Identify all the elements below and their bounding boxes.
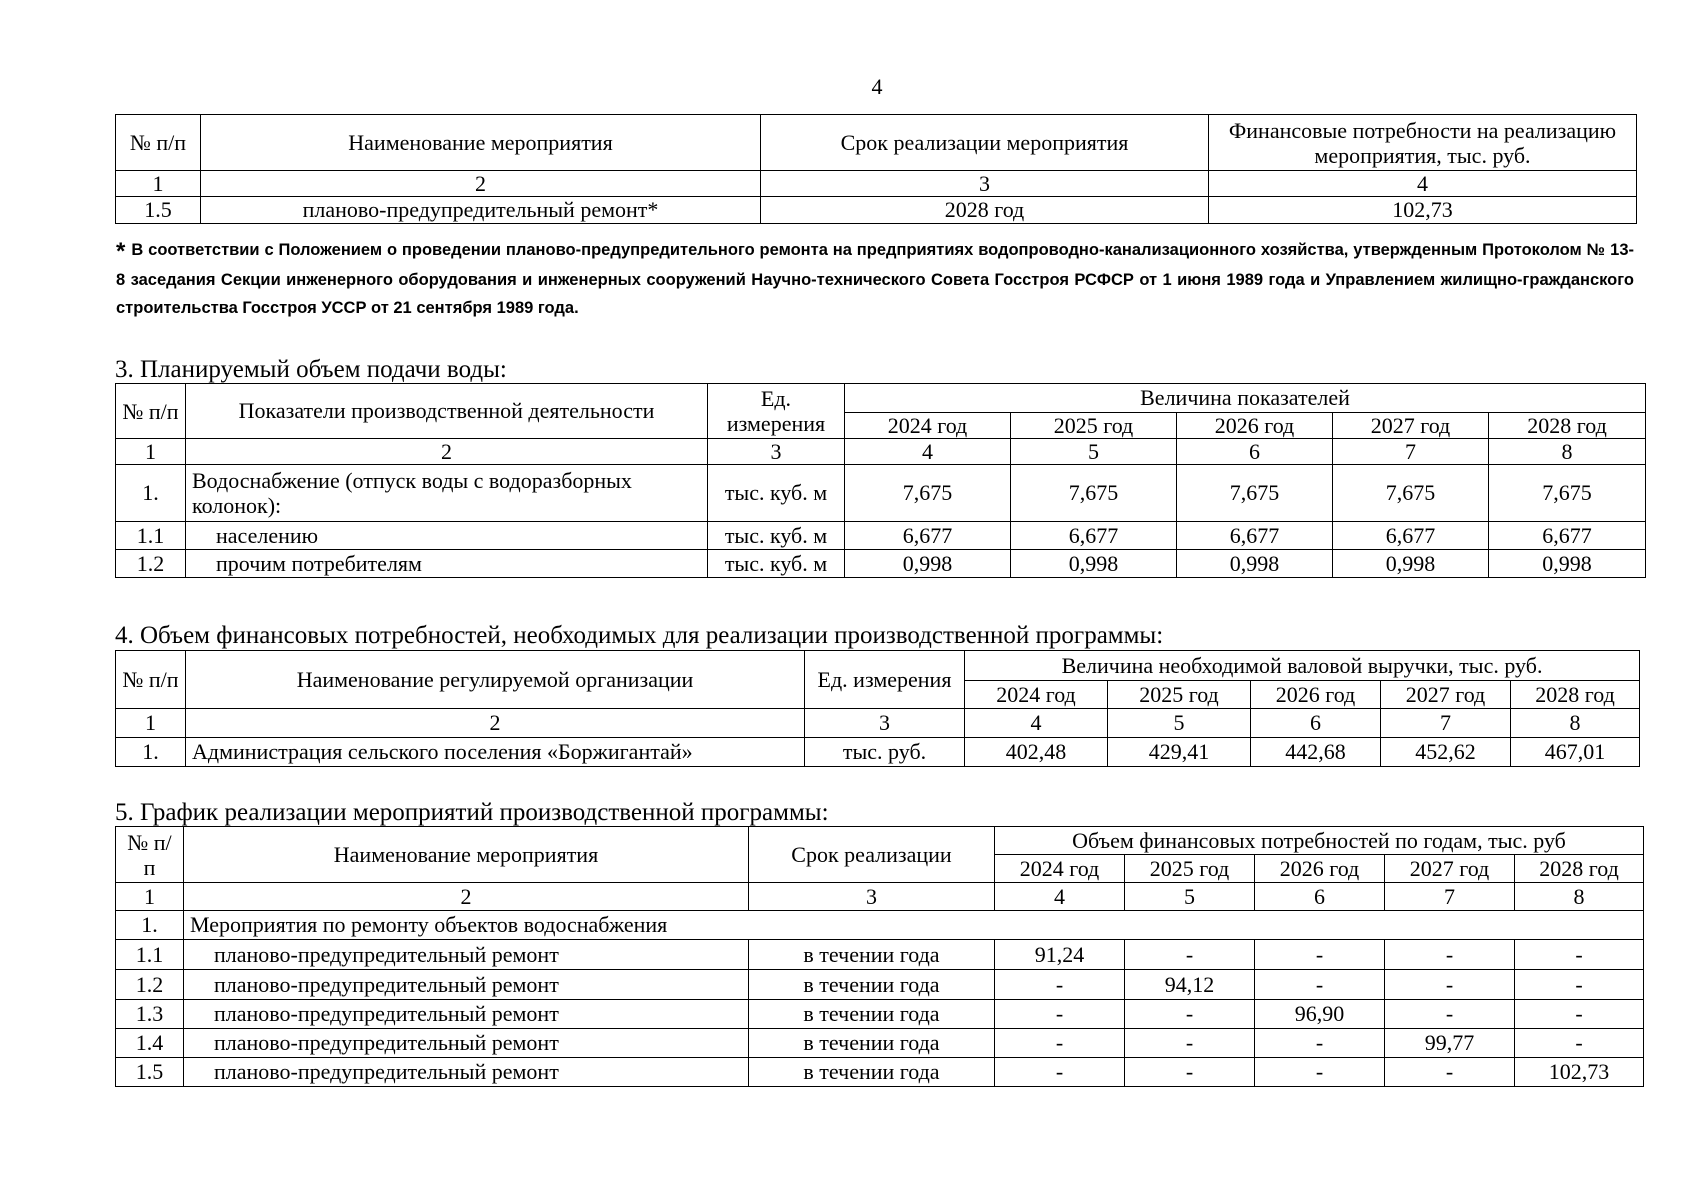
- table-row: [116, 465, 1646, 522]
- cell-name: планово-предупредительный ремонт: [184, 1000, 749, 1029]
- table-schedule: [115, 826, 1644, 1087]
- cell-value: -: [995, 1029, 1125, 1058]
- cell-name: прочим потребителям: [186, 550, 708, 578]
- cell-term: в течении года: [749, 1058, 995, 1087]
- cell-value: -: [995, 970, 1125, 1000]
- cell-value: 0,998: [1011, 550, 1177, 578]
- cell-value: 467,01: [1511, 738, 1640, 767]
- cell-finance: 102,73: [1209, 197, 1637, 224]
- header-year: 2027 год: [1333, 413, 1489, 439]
- cell-name: Водоснабжение (отпуск воды с водоразборных колонок):: [186, 465, 708, 522]
- col-number: 2: [184, 883, 749, 911]
- cell-value: 0,998: [1333, 550, 1489, 578]
- table-row: [116, 1029, 1644, 1058]
- cell-num: 1.3: [116, 1000, 184, 1029]
- header-values: Объем финансовых потребностей по годам, тыс. руб: [995, 827, 1644, 855]
- col-number: 1: [116, 439, 186, 465]
- header-year: 2026 год: [1177, 413, 1333, 439]
- header-year: 2026 год: [1251, 681, 1381, 709]
- header-finance: Финансовые потребности на реализацию мероприятия, тыс. руб.: [1209, 115, 1637, 171]
- cell-value: -: [1515, 1000, 1644, 1029]
- col-number: 3: [708, 439, 845, 465]
- cell-num: 1.5: [116, 1058, 184, 1087]
- cell-value: 0,998: [1177, 550, 1333, 578]
- cell-unit: тыс. куб. м: [708, 465, 845, 522]
- header-num: № п/п: [116, 115, 201, 171]
- cell-value: 6,677: [845, 522, 1011, 550]
- cell-value: 7,675: [845, 465, 1011, 522]
- table-row: [116, 940, 1644, 970]
- col-number: 1: [116, 709, 186, 738]
- cell-num: 1.2: [116, 970, 184, 1000]
- cell-num: 1.5: [116, 197, 201, 224]
- header-name: Наименование мероприятия: [201, 115, 761, 171]
- header-year: 2027 год: [1381, 681, 1511, 709]
- cell-name: планово-предупредительный ремонт: [184, 1058, 749, 1087]
- cell-value: 6,677: [1177, 522, 1333, 550]
- header-organization: Наименование регулируемой организации: [186, 651, 805, 709]
- header-term: Срок реализации: [749, 827, 995, 883]
- cell-unit: тыс. руб.: [805, 738, 965, 767]
- cell-value: -: [1385, 940, 1515, 970]
- cell-group-name: Мероприятия по ремонту объектов водоснабжения: [184, 911, 1644, 940]
- cell-value: 91,24: [995, 940, 1125, 970]
- table-row: [116, 1000, 1644, 1029]
- col-number: 5: [1108, 709, 1251, 738]
- cell-value: 442,68: [1251, 738, 1381, 767]
- cell-num: 1.2: [116, 550, 186, 578]
- cell-name: планово-предупредительный ремонт: [184, 970, 749, 1000]
- cell-value: -: [1385, 1000, 1515, 1029]
- col-number: 4: [1209, 171, 1637, 197]
- cell-value: -: [995, 1000, 1125, 1029]
- col-number: 6: [1251, 709, 1381, 738]
- cell-value: -: [1125, 1029, 1255, 1058]
- header-year: 2024 год: [965, 681, 1108, 709]
- col-number: 8: [1515, 883, 1644, 911]
- cell-name: планово-предупредительный ремонт: [184, 940, 749, 970]
- col-number: 7: [1385, 883, 1515, 911]
- cell-value: 6,677: [1011, 522, 1177, 550]
- header-year: 2028 год: [1515, 855, 1644, 883]
- header-year: 2025 год: [1125, 855, 1255, 883]
- cell-unit: тыс. куб. м: [708, 550, 845, 578]
- col-number: 5: [1011, 439, 1177, 465]
- header-year: 2024 год: [995, 855, 1125, 883]
- table-row: [116, 738, 1640, 767]
- cell-term: в течении года: [749, 940, 995, 970]
- header-term: Срок реализации мероприятия: [761, 115, 1209, 171]
- col-number: 3: [749, 883, 995, 911]
- col-number: 1: [116, 883, 184, 911]
- table-row: [116, 970, 1644, 1000]
- col-number: 6: [1255, 883, 1385, 911]
- cell-value: 429,41: [1108, 738, 1251, 767]
- cell-num: 1.: [116, 911, 184, 940]
- col-number: 3: [761, 171, 1209, 197]
- cell-value: 7,675: [1011, 465, 1177, 522]
- header-year: 2025 год: [1011, 413, 1177, 439]
- cell-num: 1.4: [116, 1029, 184, 1058]
- table-finance-needs: [115, 650, 1640, 767]
- table-row: [116, 522, 1646, 550]
- header-indicators: Показатели производственной деятельности: [186, 384, 708, 439]
- header-year: 2027 год: [1385, 855, 1515, 883]
- cell-value: -: [1255, 940, 1385, 970]
- header-year: 2025 год: [1108, 681, 1251, 709]
- header-year: 2028 год: [1511, 681, 1640, 709]
- col-number: 5: [1125, 883, 1255, 911]
- footnote-text: В соответствии с Положением о проведении планово-предупредительного ремонта на предприятиях водопроводно-канализационного хозяйства, утвержденным Протоколом № 13-8 заседания Секции инженерного оборудования и инженерных сооружений Научно-технического Совета Госстроя РСФСР от 1 июня 1989 года и Управлением жилищно-гражданского строительства Госстроя УССР от 21 сентября 1989 года.: [116, 241, 1634, 317]
- header-unit: Ед. измерения: [805, 651, 965, 709]
- cell-value: 7,675: [1177, 465, 1333, 522]
- header-values: Величина показателей: [845, 384, 1646, 413]
- col-number: 8: [1489, 439, 1646, 465]
- cell-unit: тыс. куб. м: [708, 522, 845, 550]
- cell-value: -: [1385, 1058, 1515, 1087]
- cell-value: -: [1125, 1000, 1255, 1029]
- cell-value: 99,77: [1385, 1029, 1515, 1058]
- cell-name: планово-предупредительный ремонт*: [201, 197, 761, 224]
- cell-value: 402,48: [965, 738, 1108, 767]
- table-row: [116, 550, 1646, 578]
- cell-value: -: [1385, 970, 1515, 1000]
- cell-num: 1.1: [116, 940, 184, 970]
- cell-value: 0,998: [845, 550, 1011, 578]
- col-number: 7: [1333, 439, 1489, 465]
- section-3-title: 3. Планируемый объем подачи воды:: [115, 356, 507, 383]
- header-unit: Ед. измерения: [708, 384, 845, 439]
- header-num: № п/п: [116, 384, 186, 439]
- cell-value: -: [1255, 1058, 1385, 1087]
- table-measures-continuation: [115, 114, 1637, 224]
- header-values: Величина необходимой валовой выручки, тыс. руб.: [965, 651, 1640, 681]
- table-row: [116, 1058, 1644, 1087]
- col-number: 7: [1381, 709, 1511, 738]
- cell-value: -: [1515, 1029, 1644, 1058]
- table-row-group: [116, 911, 1644, 940]
- cell-term: 2028 год: [761, 197, 1209, 224]
- cell-value: 452,62: [1381, 738, 1511, 767]
- cell-organization: Администрация сельского поселения «Боржигантай»: [186, 738, 805, 767]
- cell-value: -: [1125, 1058, 1255, 1087]
- page-number: 4: [871, 74, 883, 99]
- col-number: 6: [1177, 439, 1333, 465]
- section-5-title: 5. График реализации мероприятий производственной программы:: [115, 799, 829, 826]
- cell-num: 1.: [116, 738, 186, 767]
- cell-name: населению: [186, 522, 708, 550]
- col-number: 4: [995, 883, 1125, 911]
- cell-value: 7,675: [1489, 465, 1646, 522]
- col-number: 4: [965, 709, 1108, 738]
- cell-value: -: [1515, 970, 1644, 1000]
- cell-value: -: [1515, 940, 1644, 970]
- cell-value: 96,90: [1255, 1000, 1385, 1029]
- cell-value: 6,677: [1333, 522, 1489, 550]
- cell-value: 102,73: [1515, 1058, 1644, 1087]
- col-number: 2: [186, 439, 708, 465]
- footnote-star: *: [116, 238, 126, 265]
- header-num: № п/п: [116, 827, 184, 883]
- cell-term: в течении года: [749, 1029, 995, 1058]
- col-number: 1: [116, 171, 201, 197]
- col-number: 2: [186, 709, 805, 738]
- cell-value: -: [1255, 1029, 1385, 1058]
- table-row: [116, 197, 1637, 224]
- col-number: 3: [805, 709, 965, 738]
- cell-name: планово-предупредительный ремонт: [184, 1029, 749, 1058]
- cell-num: 1.: [116, 465, 186, 522]
- cell-term: в течении года: [749, 970, 995, 1000]
- col-number: 8: [1511, 709, 1640, 738]
- header-name: Наименование мероприятия: [184, 827, 749, 883]
- cell-value: -: [1125, 940, 1255, 970]
- cell-value: 94,12: [1125, 970, 1255, 1000]
- footnote: [116, 236, 1634, 322]
- header-year: 2028 год: [1489, 413, 1646, 439]
- header-num: № п/п: [116, 651, 186, 709]
- cell-value: -: [995, 1058, 1125, 1087]
- header-year: 2024 год: [845, 413, 1011, 439]
- cell-value: 6,677: [1489, 522, 1646, 550]
- cell-value: 0,998: [1489, 550, 1646, 578]
- cell-value: -: [1255, 970, 1385, 1000]
- cell-value: 7,675: [1333, 465, 1489, 522]
- cell-num: 1.1: [116, 522, 186, 550]
- section-4-title: 4. Объем финансовых потребностей, необходимых для реализации производственной программы:: [115, 622, 1164, 649]
- table-water-supply: [115, 383, 1646, 578]
- col-number: 2: [201, 171, 761, 197]
- col-number: 4: [845, 439, 1011, 465]
- cell-term: в течении года: [749, 1000, 995, 1029]
- header-year: 2026 год: [1255, 855, 1385, 883]
